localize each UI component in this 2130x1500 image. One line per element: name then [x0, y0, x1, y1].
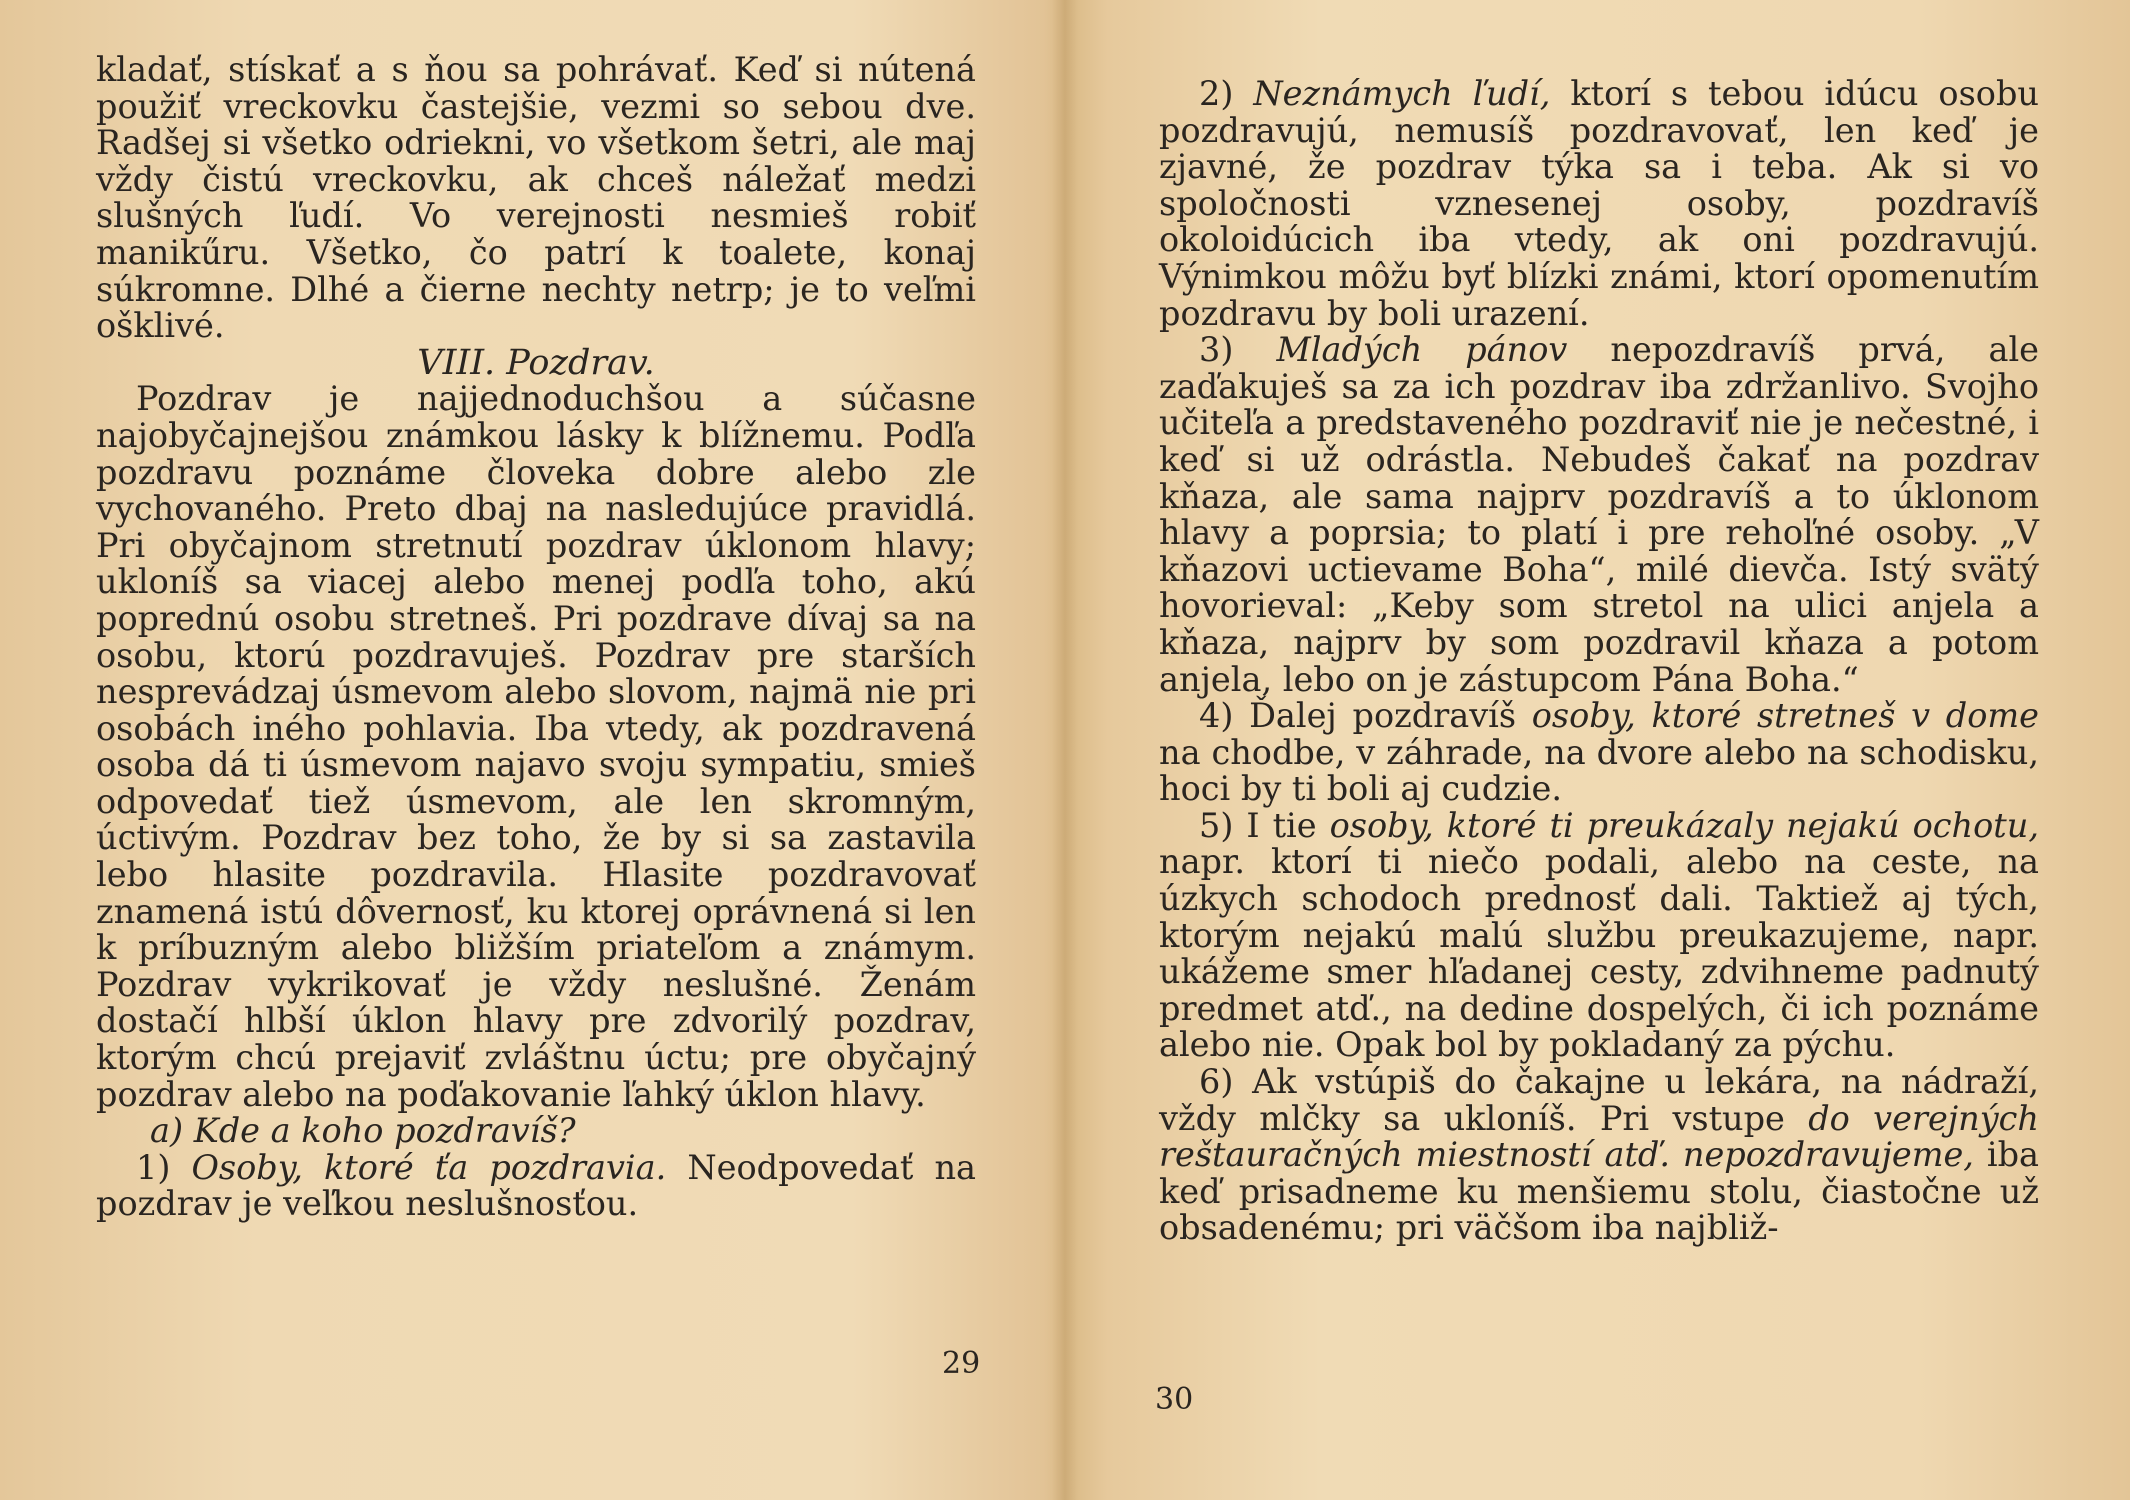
left-page-text [96, 52, 976, 1223]
item-4-italic: osoby, ktoré stretneš v dome [1531, 696, 2039, 736]
page-number-left: 29 [942, 1346, 981, 1381]
item-1-rest: Neodpovedať na pozdrav je veľkou neslušnosťou. [96, 1147, 976, 1224]
paragraph-greeting-intro: Pozdrav je najjednoduchšou a súčasne najobyčajnejšou známkou lásky k blížnemu. Podľa pozdravu poznáme človeka dobre alebo zle vychovaného. Preto dbaj na nasledujúce pravidlá. Pri obyčajnom stretnutí pozdrav úklonom hlavy; ukloníš sa viacej alebo menej podľa toho, akú poprednú osobu stretneš. Pri pozdrave dívaj sa na osobu, ktorú pozdravuješ. Pozdrav pre starších nesprevádzaj úsmevom alebo slovom, najmä nie pri osobách iného pohlavia. Iba vtedy, ak pozdravená osoba dá ti úsmevom najavo svoju sympatiu, smieš odpovedať tiež úsmevom, ale len skromným, úctivým. Pozdrav bez toho, že by si sa zastavila lebo hlasite pozdravila. Hlasite pozdravovať znamená istú dôvernosť, ku ktorej oprávnená si len k príbuzným alebo bližším priateľom a známym. Pozdrav vykrikovať je vždy neslušné. Ženám dostačí hlbší úklon hlavy pre zdvorilý pozdrav, ktorým chcú prejaviť zvláštnu úctu; pre obyčajný pozdrav alebo na poďakovanie ľahký úklon hlavy. [96, 379, 976, 1114]
item-4-rest: na chodbe, v záhrade, na dvore alebo na schodisku, hoci by ti boli aj cudzie. [1159, 732, 2039, 809]
subheading-text: a) Kde a koho pozdravíš? [150, 1111, 576, 1151]
item-5-lead: 5) I tie [1199, 805, 1330, 845]
chapter-heading: VIII. Pozdrav. [417, 342, 655, 383]
item-2-italic: Neznámych ľudí, [1253, 74, 1551, 113]
item-6-lead: 6) Ak vstúpiš do čakajne u lekára, na nádraží, vždy mlčky sa ukloníš. Pri vstupe [1159, 1062, 2039, 1138]
item-2-lead: 2) [1199, 74, 1254, 113]
paragraph-item-4 [1159, 698, 2039, 808]
item-4-lead: 4) Ďalej pozdravíš [1199, 696, 1532, 736]
paragraph-toilette-end: kladať, stískať a s ňou sa pohrávať. Keď si nútená použiť vreckovku častejšie, vezmi so sebou dve. Radšej si všetko odriekni, vo všetkom šetri, ale maj vždy čistú vreckovku, ak chceš náležať medzi slušných ľudí. Vo verejnosti nesmieš robiť manikűru. Všetko, čo patrí k toalete, konaj súkromne. Dlhé a čierne nechty netrp; je to veľmi ošklivé. [96, 50, 976, 346]
paragraph-item-2 [1159, 76, 2039, 332]
paragraph-item-3 [1159, 332, 2039, 698]
item-5-rest: napr. ktorí ti niečo podali, alebo na ceste, na úzkych schodoch prednosť dali. Taktiež aj tých, ktorým nejakú malú službu preukazujeme, napr. ukážeme smer hľadanej cesty, zdvihneme padnutý predmet atď., na dedine dospelých, či ich poznáme alebo nie. Opak bol by pokladaný za pýchu. [1159, 842, 2039, 1065]
item-6-italic: do verejných reštauračných miestností atď. nepozdravujeme, [1159, 1098, 2039, 1175]
paragraph-item-1 [96, 1147, 976, 1224]
paragraph-item-6 [1159, 1064, 2039, 1247]
item-3-lead: 3) [1199, 330, 1277, 370]
subheading-where-whom [96, 1113, 976, 1150]
item-1-lead: 1) [136, 1147, 192, 1187]
right-page [1065, 0, 2130, 1500]
item-5-italic: osoby, ktoré ti preukázaly nejakú ochotu, [1329, 805, 2039, 845]
item-6-rest: iba keď prisadneme ku menšiemu stolu, čiastočne už obsadenému; pri väčšom iba najbliž- [1159, 1135, 2039, 1248]
page-number-right: 30 [1155, 1382, 1194, 1417]
paragraph-item-5 [1159, 805, 2039, 1065]
item-3-italic: Mladých pánov [1276, 330, 1568, 370]
item-1-italic: Osoby, ktoré ťa pozdravia. [191, 1147, 667, 1187]
item-3-rest: nepozdravíš prvá, ale zaďakuješ sa za ich pozdrav iba zdržanlivo. Svojho učiteľa a predstaveného pozdraviť nie je nečestné, i keď si už odrástla. Nebudeš čakať na pozdrav kňaza, ale sama najprv pozdravíš a to úklonom hlavy a poprsia; to platí i pre rehoľné osoby. „V kňazovi uctievame Boha“, milé dievča. Istý svätý hovorieval: „Keby som stretol na ulici anjela a kňaza, najprv by som pozdravil kňaza a potom anjela, lebo on je zástupcom Pána Boha.“ [1159, 330, 2039, 699]
right-page-text [1159, 76, 2039, 1247]
item-2-rest: ktorí s tebou idúcu osobu pozdravujú, nemusíš pozdravovať, len keď je zjavné, že pozdrav týka sa i teba. Ak si vo spoločnosti vznesenej osoby, pozdravíš okoloidúcich iba vtedy, ak oni pozdravujú. Výnimkou môžu byť blízki známi, ktorí opomenutím pozdravu by boli urazení. [1159, 74, 2039, 333]
